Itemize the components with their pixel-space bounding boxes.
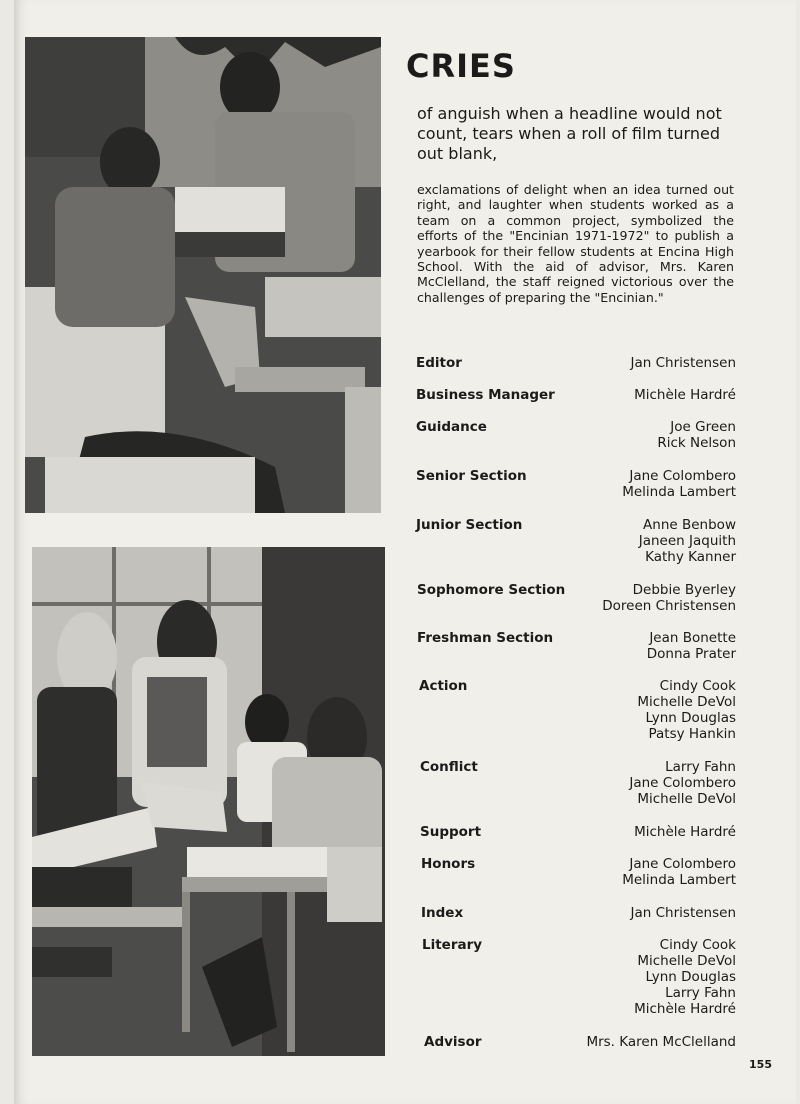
staff-name: Rick Nelson xyxy=(657,435,736,451)
staff-name: Jan Christensen xyxy=(630,355,736,371)
role-editor: Editor xyxy=(416,355,462,371)
role-business-manager: Business Manager xyxy=(416,387,555,403)
lead-paragraph: of anguish when a headline would not count, tears when a roll of film turned out blank, xyxy=(417,104,722,163)
staff-name: Joe Green xyxy=(670,419,736,435)
staff-name: Kathy Kanner xyxy=(645,549,736,565)
staff-name: Donna Prater xyxy=(646,646,736,662)
role-conflict: Conflict xyxy=(420,759,478,775)
staff-name: Patsy Hankin xyxy=(648,726,736,742)
staff-name: Larry Fahn xyxy=(665,759,736,775)
role-freshman-section: Freshman Section xyxy=(417,630,554,646)
staff-name: Michelle DeVol xyxy=(637,953,736,969)
staff-name: Melinda Lambert xyxy=(622,484,736,500)
staff-name: Larry Fahn xyxy=(665,985,736,1001)
staff-name: Melinda Lambert xyxy=(622,872,736,888)
staff-name: Doreen Christensen xyxy=(602,598,736,614)
staff-name: Cindy Cook xyxy=(659,678,736,694)
staff-name: Jane Colombero xyxy=(629,468,736,484)
photo-students-at-desks xyxy=(25,37,381,513)
staff-name: Debbie Byerley xyxy=(632,582,736,598)
role-index: Index xyxy=(421,905,464,921)
staff-name: Jan Christensen xyxy=(630,905,736,921)
staff-name: Michèle Hardré xyxy=(634,824,736,840)
headline: CRIES xyxy=(406,47,516,85)
role-action: Action xyxy=(419,678,468,694)
role-advisor: Advisor xyxy=(424,1034,482,1050)
staff-name: Jean Bonette xyxy=(649,630,736,646)
staff-name: Anne Benbow xyxy=(643,517,736,533)
staff-name: Michelle DeVol xyxy=(637,791,736,807)
staff-name: Lynn Douglas xyxy=(645,710,736,726)
role-support: Support xyxy=(420,824,482,840)
staff-name: Michèle Hardré xyxy=(634,1001,736,1017)
body-paragraph: exclamations of delight when an idea turned out right, and laughter when students worked as a team on a common project, symbolized the efforts of the "Encinian 1971-1972" to publish a yearbook for their fellow students at Encina High School. With the aid of advisor, Mrs. Karen McClelland, the staff reigned victorious over the challenges of preparing the "Encinian." xyxy=(417,182,734,305)
staff-name: Michèle Hardré xyxy=(634,387,736,403)
page-number: 155 xyxy=(749,1058,772,1071)
role-senior-section: Senior Section xyxy=(416,468,527,484)
staff-name: Michelle DeVol xyxy=(637,694,736,710)
role-guidance: Guidance xyxy=(416,419,487,435)
role-honors: Honors xyxy=(421,856,476,872)
role-junior-section: Junior Section xyxy=(416,517,523,533)
role-literary: Literary xyxy=(422,937,483,953)
photo-girls-reviewing-layouts xyxy=(32,547,385,1056)
staff-name: Jane Colombero xyxy=(629,856,736,872)
staff-name: Mrs. Karen McClelland xyxy=(586,1034,736,1050)
staff-name: Jane Colombero xyxy=(629,775,736,791)
staff-name: Janeen Jaquith xyxy=(638,533,736,549)
role-sophomore-section: Sophomore Section xyxy=(417,582,566,598)
staff-name: Lynn Douglas xyxy=(645,969,736,985)
staff-name: Cindy Cook xyxy=(659,937,736,953)
